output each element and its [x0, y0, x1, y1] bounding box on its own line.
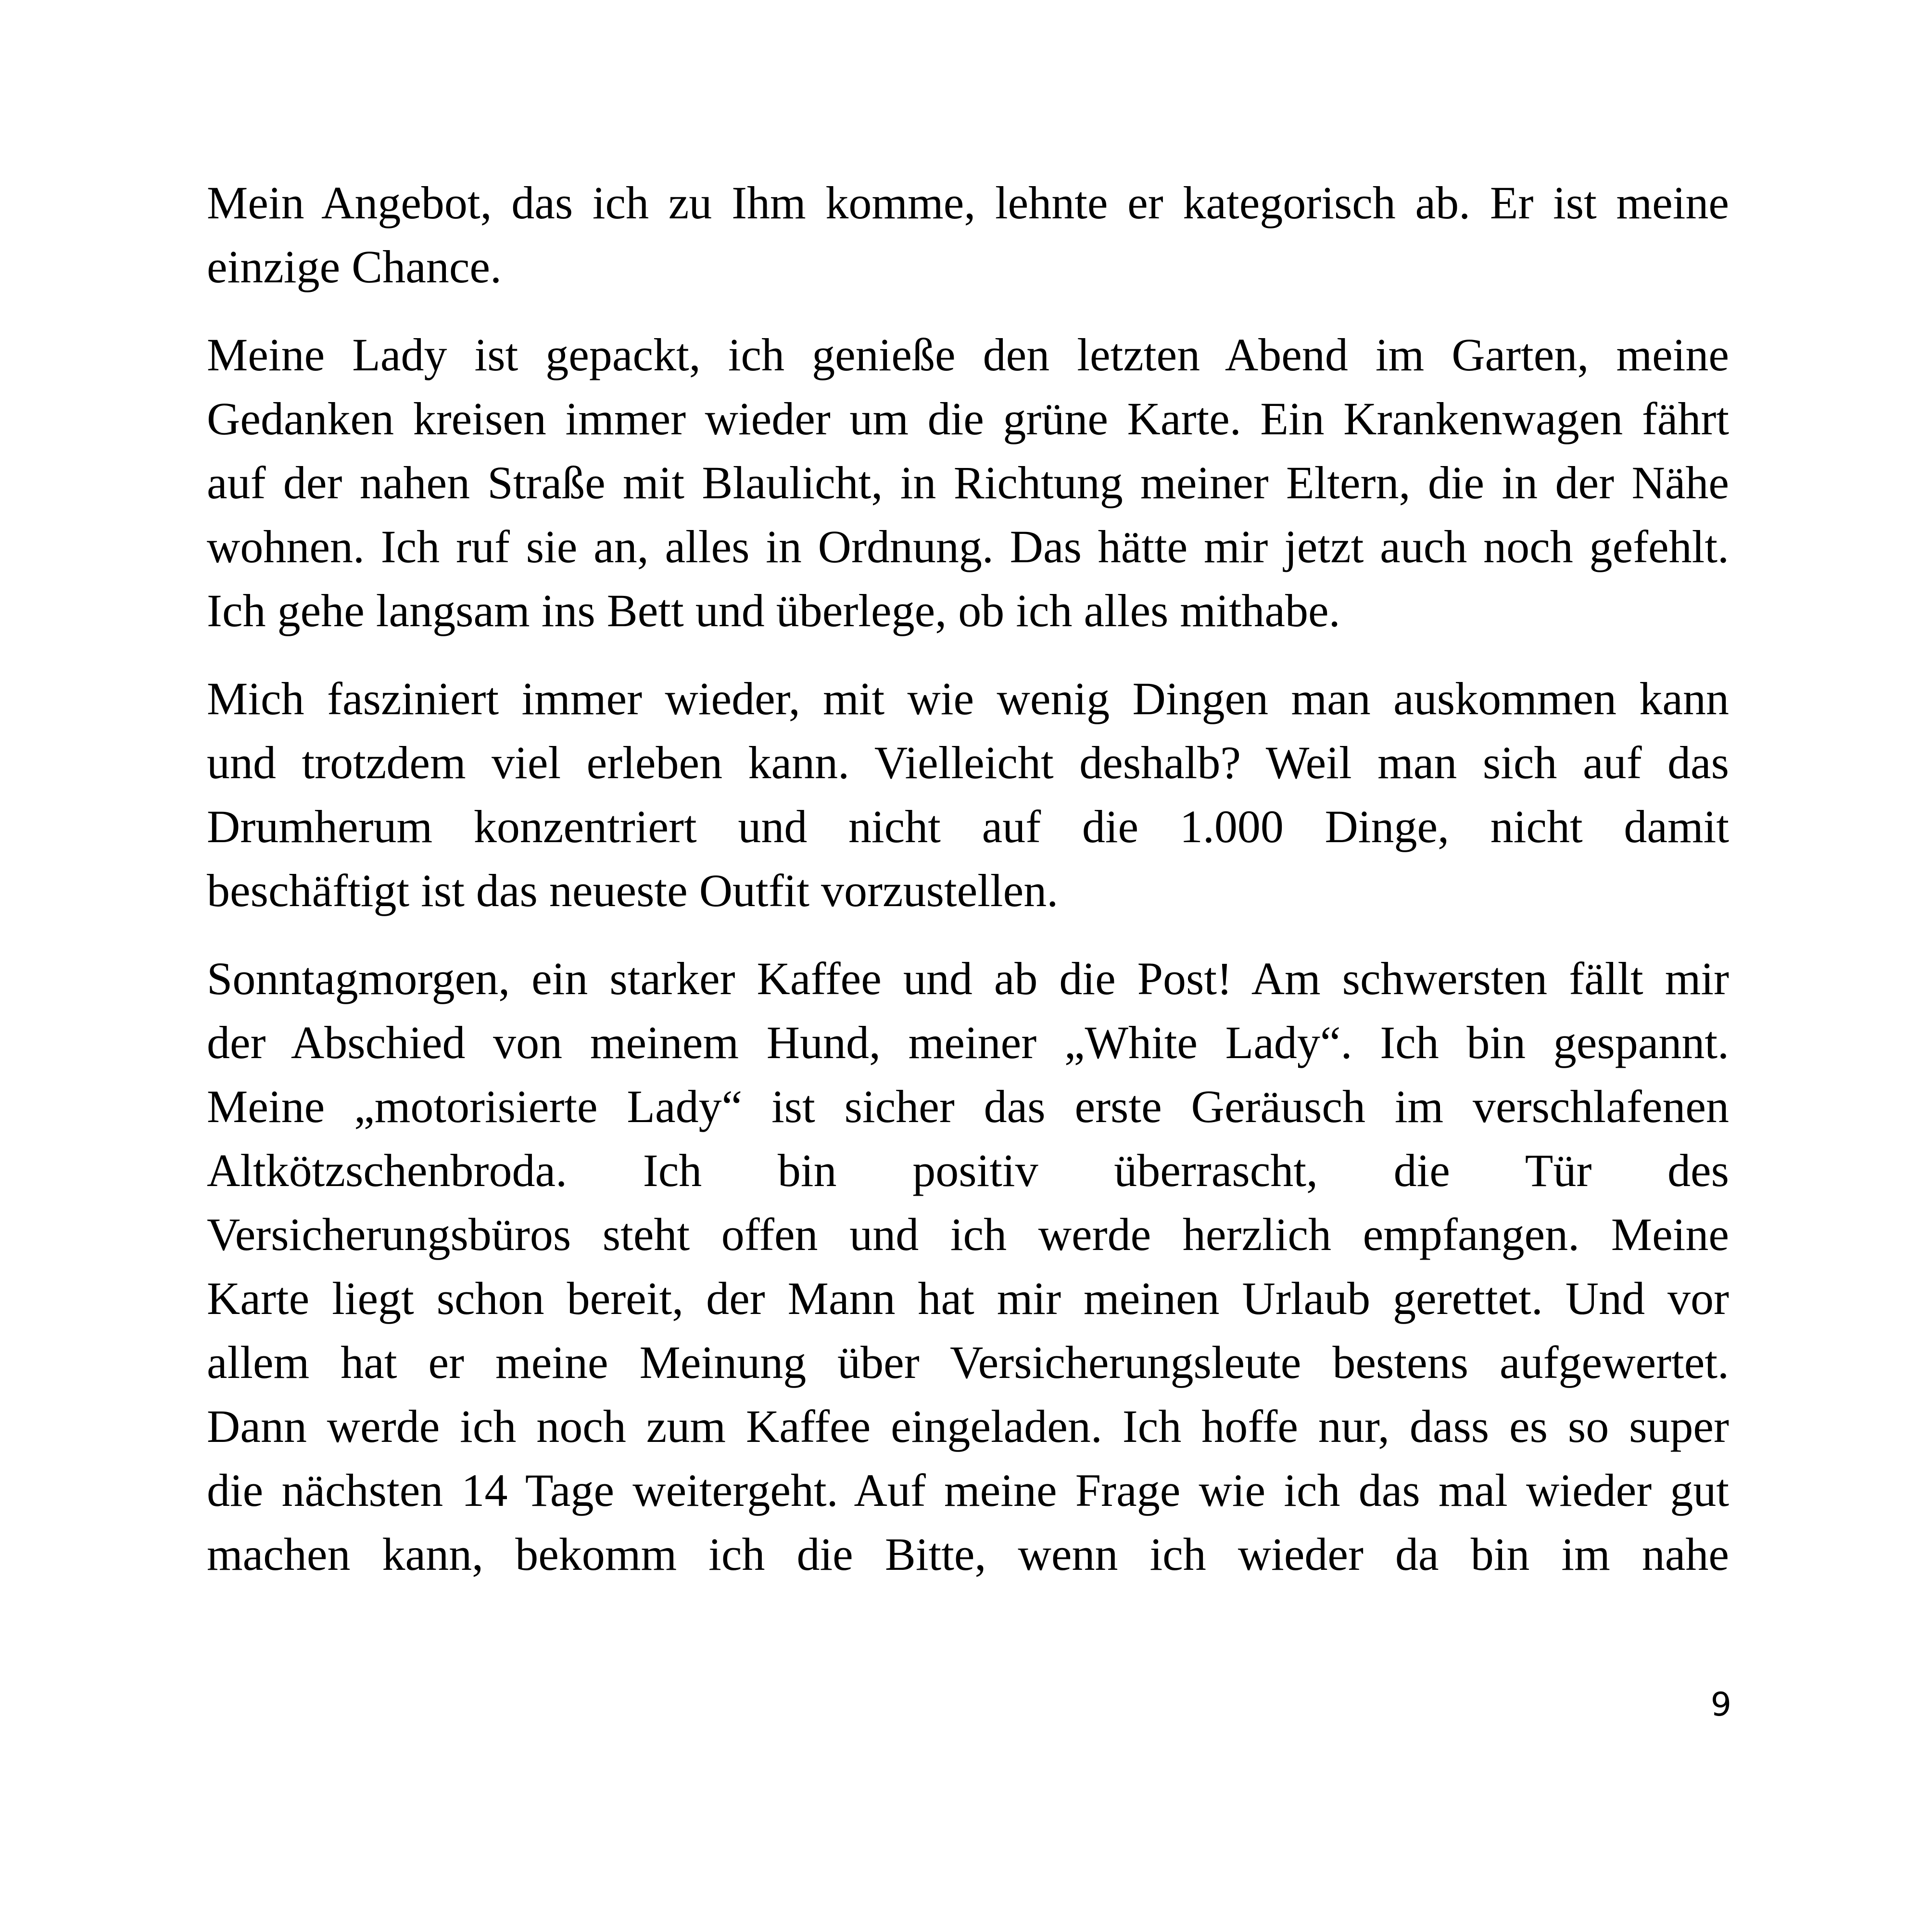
page-number: 9: [1710, 1686, 1731, 1724]
text-line: Mich fasziniert immer wieder, mit wie wenig Dingen man auskommen kann: [207, 673, 1729, 724]
paragraph-3: [207, 667, 1729, 922]
text-line: die nächsten 14 Tage weitergeht. Auf meine Frage wie ich das mal wieder gut: [207, 1465, 1729, 1516]
paragraph-4: [207, 947, 1729, 1586]
text-line: beschäftigt ist das neueste Outfit vorzustellen.: [207, 865, 1059, 916]
text-line: Dann werde ich noch zum Kaffee eingeladen. Ich hoffe nur, dass es so super: [207, 1401, 1729, 1452]
text-line: auf der nahen Straße mit Blaulicht, in Richtung meiner Eltern, die in der Nähe: [207, 457, 1729, 508]
text-line: Versicherungsbüros steht offen und ich werde herzlich empfangen. Meine: [207, 1209, 1729, 1260]
text-line: und trotzdem viel erleben kann. Vielleicht deshalb? Weil man sich auf das: [207, 737, 1729, 788]
paragraph-1: [207, 171, 1729, 299]
text-line: Gedanken kreisen immer wieder um die grüne Karte. Ein Krankenwagen fährt: [207, 393, 1729, 444]
text-line: Karte liegt schon bereit, der Mann hat mir meinen Urlaub gerettet. Und vor: [207, 1273, 1729, 1324]
text-line: Sonntagmorgen, ein starker Kaffee und ab die Post! Am schwersten fällt mir: [207, 953, 1729, 1004]
text-line: Meine Lady ist gepackt, ich genieße den letzten Abend im Garten, meine: [207, 329, 1729, 380]
text-line: machen kann, bekomm ich die Bitte, wenn ich wieder da bin im nahe: [207, 1528, 1729, 1580]
text-line: wohnen. Ich ruf sie an, alles in Ordnung. Das hätte mir jetzt auch noch gefehlt.: [207, 521, 1729, 572]
text-line: Mein Angebot, das ich zu Ihm komme, lehnte er kategorisch ab. Er ist meine: [207, 177, 1729, 228]
body-text: [207, 171, 1729, 1610]
paragraph-2: [207, 323, 1729, 643]
text-line: Meine „motorisierte Lady“ ist sicher das erste Geräusch im verschlafenen: [207, 1081, 1729, 1132]
text-line: allem hat er meine Meinung über Versicherungsleute bestens aufgewertet.: [207, 1337, 1729, 1388]
text-line: Ich gehe langsam ins Bett und überlege, ob ich alles mithabe.: [207, 585, 1340, 636]
text-line: Drumherum konzentriert und nicht auf die 1.000 Dinge, nicht damit: [207, 801, 1729, 852]
text-line: einzige Chance.: [207, 241, 502, 292]
text-line: der Abschied von meinem Hund, meiner „White Lady“. Ich bin gespannt.: [207, 1017, 1729, 1068]
text-line: Altkötzschenbroda. Ich bin positiv überrascht, die Tür des: [207, 1145, 1729, 1196]
